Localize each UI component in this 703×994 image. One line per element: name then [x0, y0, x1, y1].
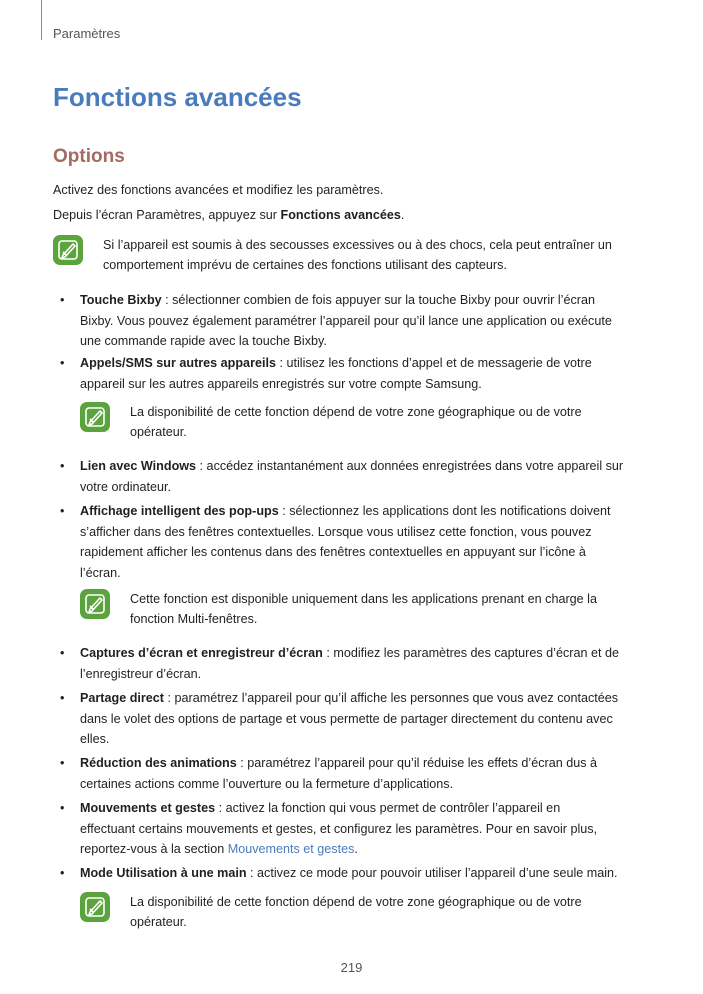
list-item-touche-bixby: • Touche Bixby : sélectionner combien de fois appuyer sur la touche Bixby pour ouvrir l’écran Bixby. Vous pouvez également paramétrer l’appareil pour qu’il lance une application ou exécute une commande rapide avec la touche Bixby. [60, 290, 650, 352]
section-title: Options [53, 146, 125, 167]
note-pencil-icon [80, 892, 110, 922]
header-section-label: Paramètres [53, 26, 121, 41]
header-rule [41, 0, 42, 40]
bullet: • [60, 356, 65, 370]
note-pencil-icon [53, 235, 83, 265]
bullet: • [60, 459, 65, 473]
settings-path-prefix: Depuis l’écran Paramètres, appuyez sur [53, 208, 281, 222]
term: Affichage intelligent des pop-ups [80, 504, 279, 518]
list-item-captures-ecran: • Captures d’écran et enregistreur d’écran : modifiez les paramètres des captures d’écran et de l’enregistreur d’écran. [60, 643, 650, 684]
note-region-1 [80, 402, 582, 442]
list-item-mouvements-gestes: • Mouvements et gestes : activez la fonction qui vous permet de contrôler l’appareil en effectuant certains mouvements et gestes, et configurez les paramètres. Pour en savoir plus, reportez-vous à la section Mouvements et gestes. [60, 798, 650, 860]
note-region-2 [80, 892, 582, 932]
bullet: • [60, 801, 65, 815]
bullet: • [60, 293, 65, 307]
settings-path-target: Fonctions avancées [280, 208, 401, 222]
note-shock [53, 235, 612, 275]
note-region-2-text: La disponibilité de cette fonction dépend de votre zone géographique ou de votre opérateur. [130, 895, 582, 929]
bullet: • [60, 691, 65, 705]
link-mouvements-gestes[interactable]: Mouvements et gestes [227, 842, 355, 856]
section-intro: Activez des fonctions avancées et modifiez les paramètres. [53, 183, 384, 197]
list-item-partage-direct: • Partage direct : paramétrez l’appareil pour qu’il affiche les personnes que vous avez contactées dans le volet des options de partage et vous permette de partager directement du contenu avec elles. [60, 688, 650, 750]
list-item-lien-windows: • Lien avec Windows : accédez instantanément aux données enregistrées dans votre appareil sur votre ordinateur. [60, 456, 650, 497]
note-multiwindow-text: Cette fonction est disponible uniquement dans les applications prenant en charge la fonction Multi-fenêtres. [130, 592, 597, 626]
list-item-affichage-popups: • Affichage intelligent des pop-ups : sélectionnez les applications dont les notifications doivent s’afficher dans des fenêtres contextuelles. Lorsque vous utilisez cette fonction, vous pouvez rapidement afficher les contenus dans des fenêtres contextuelles en appuyant sur l’icône à l’écran. [60, 501, 650, 583]
term: Appels/SMS sur autres appareils [80, 356, 276, 370]
note-pencil-icon [80, 589, 110, 619]
term: Réduction des animations [80, 756, 237, 770]
note-multiwindow [80, 589, 597, 629]
note-shock-text: Si l’appareil est soumis à des secousses excessives ou à des chocs, cela peut entraîner un comportement imprévu de certaines des fonctions utilisant des capteurs. [103, 238, 612, 272]
list-item-appels-sms: • Appels/SMS sur autres appareils : utilisez les fonctions d’appel et de messagerie de votre appareil sur les autres appareils enregistrés sur votre compte Samsung. [60, 353, 650, 394]
list-item-mode-une-main: • Mode Utilisation à une main : activez ce mode pour pouvoir utiliser l’appareil d’une seule main. [60, 863, 650, 884]
term: Captures d’écran et enregistreur d’écran [80, 646, 323, 660]
page-number: 219 [340, 960, 363, 975]
page-title: Fonctions avancées [53, 82, 302, 112]
bullet: • [60, 646, 65, 660]
note-pencil-icon [80, 402, 110, 432]
settings-path [53, 205, 404, 225]
bullet: • [60, 504, 65, 518]
bullet: • [60, 756, 65, 770]
term: Touche Bixby [80, 293, 162, 307]
settings-path-suffix: . [400, 208, 405, 222]
note-region-1-text: La disponibilité de cette fonction dépend de votre zone géographique ou de votre opérateur. [130, 405, 582, 439]
term: Lien avec Windows [80, 459, 197, 473]
term: Mouvements et gestes [80, 801, 216, 815]
bullet: • [60, 866, 65, 880]
list-item-reduction-animations: • Réduction des animations : paramétrez l’appareil pour qu’il réduise les effets d’écran dus à certaines actions comme l’ouverture ou la fermeture d’applications. [60, 753, 650, 794]
term: Mode Utilisation à une main [80, 866, 247, 880]
term: Partage direct [80, 691, 164, 705]
